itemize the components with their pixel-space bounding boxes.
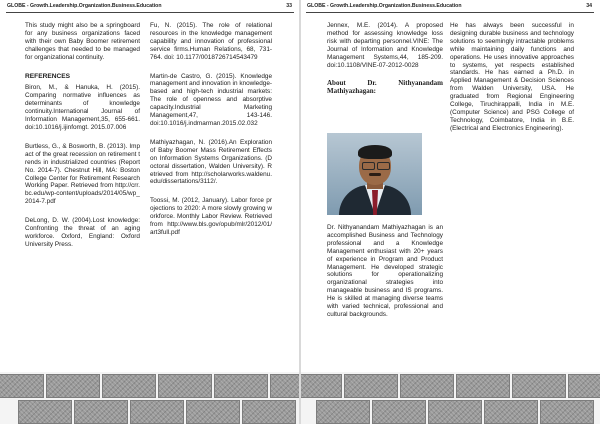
left-column-1 — [25, 22, 140, 253]
right-header-rule — [306, 12, 594, 13]
left-header-title: GLOBE - Growth.Leadership.Organization.Business.Education — [7, 3, 162, 9]
page-gutter — [299, 0, 301, 424]
reference-entry: Fu, N. (2015). The role of relational resources in the knowledge management capability and innovation of professional service firms.Human Relations, 68, 731-764. doi: 10.1177/0018726714543479 — [150, 22, 272, 61]
right-page — [300, 0, 600, 424]
author-bio-paragraph: Dr. Nithyanandam Mathiyazhagan is an accomplished Business and Technology professional and a Knowledge Management enthusiast with 20+ years of experience in Program and Product Management. He developed strategic solutions for operationalizing organizational strategies into manageable business and IS programs. He is skilled at managing diverse teams with varied technical, professional and cultural backgrounds. — [327, 224, 443, 318]
reference-entry: Mathiyazhagan, N. (2016).An Exploration of Baby Boomer Mass Retirement Effects on Information Systems Organizations. (Doctoral dissertation, Walden University). Retrieved from http://scholarworks.waldenu.edu/dissertations/3112/. — [150, 138, 272, 186]
right-header-title: GLOBE - Growth.Leadership.Organization.Business.Education — [307, 3, 462, 9]
intro-paragraph: This study might also be a springboard for any business organizations faced with their own Baby Boomer retirement challenges that needed to be managed for organizational continuity. — [25, 22, 140, 61]
left-column-2 — [150, 22, 272, 241]
reference-entry: Biron, M., & Hanuka, H. (2015). Comparing normative influences as determinants of knowledge continuity.International Journal of Information Management,35, 655-661. doi:10.1016/j.ijinfomgt. 2015.07.006 — [25, 84, 140, 131]
left-page-number: 33 — [286, 3, 292, 9]
reference-entry: Martin-de Castro, G. (2015). Knowledge management and innovation in knowledge-based and high-tech industrial markets: The role of openness and absorptive capacity.Industrial Marketing Management,47, 143-146. doi:10.1016/j.indmarman.2015.02.032 — [150, 72, 272, 127]
right-column-1 — [327, 22, 443, 99]
author-bio-block — [327, 224, 443, 323]
reference-entry: DeLong, D. W. (2004).Lost knowledge: Confronting the threat of an aging workforce. Oxford, England: Oxford University Press. — [25, 217, 140, 248]
references-heading: REFERENCES — [25, 72, 71, 80]
author-bio-paragraph: He has always been successful in designing durable business and technology solutions to seemingly intractable problems while maintaining daily functions and operations. He uses innovative approaches to systems, yet respects established standards. He has earned a Ph.D. in Applied Management & Decision Sciences from Walden University, USA. He graduated from Regional Engineering College, Tiruchirappalli, India in M.E. (Computer Science) and PSG College of Technology, Coimbatore, India in B.E. (Electrical and Electronics Engineering). — [450, 22, 574, 132]
author-heading: About Dr. Nithyanandam Mathiyazhagan: — [327, 79, 443, 96]
left-header-rule — [6, 12, 294, 13]
brick-wall-footer — [300, 372, 600, 424]
right-page-number: 34 — [586, 3, 592, 9]
brick-wall-footer — [0, 372, 300, 424]
reference-entry: Toossi, M. (2012, January). Labor force projections to 2020: A more slowly growing workforce. Monthly Labor Review. Retrieved from http://www.bls.gov/opub/mlr/2012/01/art3full.pdf — [150, 197, 272, 236]
reference-entry: Jennex, M.E. (2014). A proposed method for assessing knowledge loss risk with departing personnel.VINE: The Journal of Information and Knowledge Management Systems,44, 185-209. doi:10.1108/VINE-07-2012-0028 — [327, 22, 443, 69]
reference-entry: Burtless, G., & Bosworth, B. (2013). Impact of the great recession on retirement trends in industrialized countries (Report No. 2014-7). Chestnut Hill, MA: Boston College Center for Retirement Research Working Paper. Retrieved from http://crr.bc.edu/wp-content/uploads/2014/05/wp_2014-7.pdf — [25, 142, 140, 206]
author-photo — [327, 133, 422, 215]
right-column-2 — [450, 22, 574, 137]
